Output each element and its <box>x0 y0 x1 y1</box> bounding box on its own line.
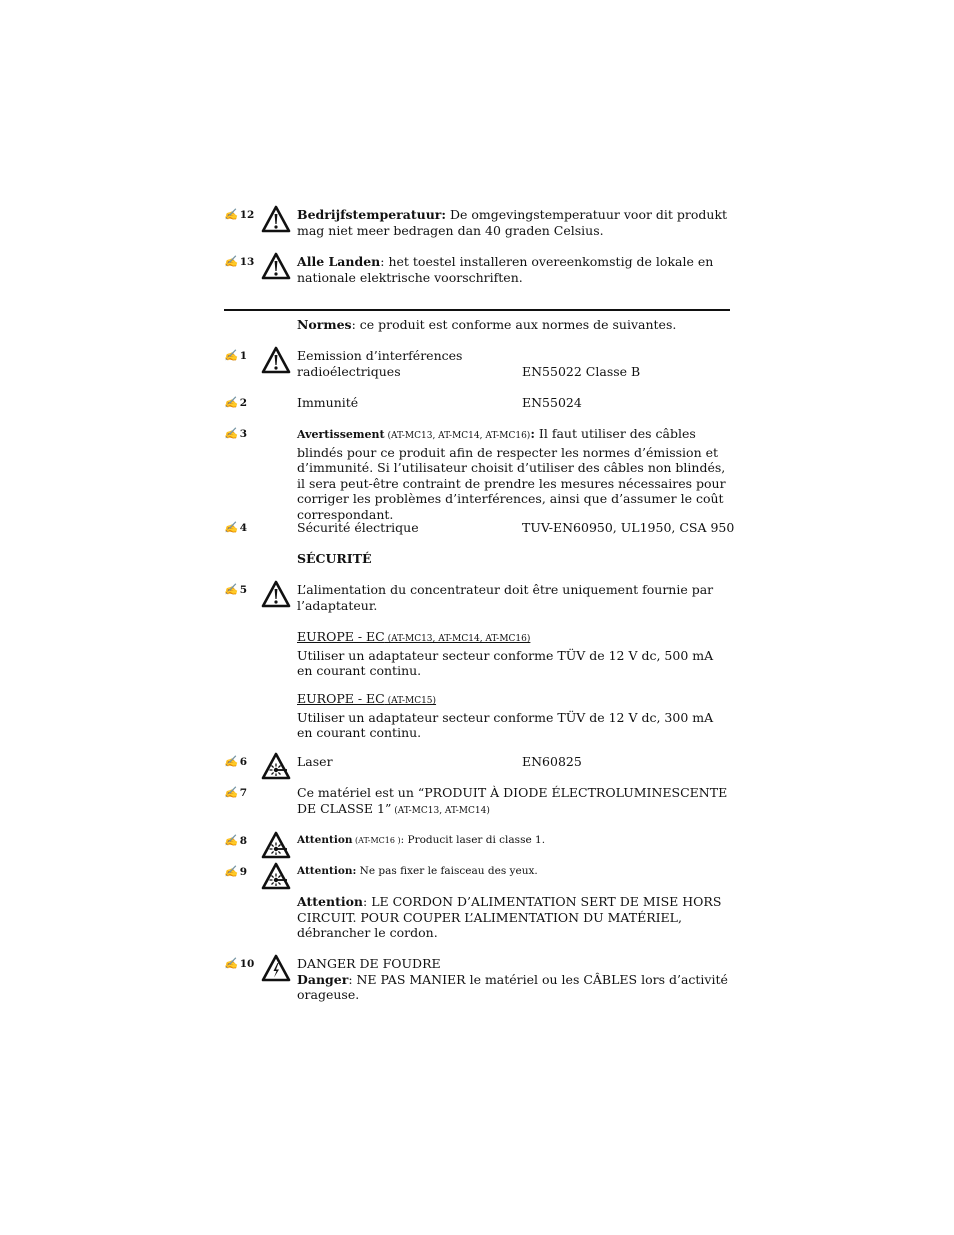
item-line-1: DANGER DE FOUDRE <box>297 956 441 971</box>
item-text <box>297 348 732 379</box>
item-line-2: radioélectriques <box>297 363 401 379</box>
laser-warning-icon <box>261 862 291 890</box>
europe-label: EUROPE - EC <box>297 691 385 706</box>
ref-number: 13 <box>239 256 255 268</box>
standard-value: EN55024 <box>522 395 582 410</box>
europe-models: (AT-MC13, AT-MC14, AT-MC16) <box>384 634 531 644</box>
item-ref <box>224 207 254 224</box>
ref-number: 9 <box>239 866 248 878</box>
europe-label: EUROPE - EC <box>297 629 385 644</box>
item-ref <box>224 785 247 802</box>
standard-value: EN60825 <box>522 754 582 769</box>
pen-icon: ✍ <box>224 755 238 768</box>
pen-icon: ✍ <box>224 521 238 534</box>
item-ref <box>224 520 247 537</box>
item-models: (AT-MC16 ) <box>352 836 401 845</box>
ref-number: 1 <box>239 350 248 362</box>
item-label: Danger <box>297 971 349 987</box>
item-text <box>297 956 732 1003</box>
ref-number: 7 <box>239 787 248 799</box>
pen-icon: ✍ <box>224 349 238 362</box>
normes-body: : ce produit est conforme aux normes de suivantes. <box>351 317 677 332</box>
item-models: (AT-MC13, AT-MC14, AT-MC16) <box>384 431 531 441</box>
item-label: Attention: <box>297 865 357 877</box>
item-label: Attention <box>297 834 353 846</box>
item-ref <box>224 833 247 850</box>
item-label: Bedrijfstemperatuur: <box>297 207 447 222</box>
ref-number: 8 <box>239 835 248 847</box>
item-ref <box>224 754 247 771</box>
europe-heading <box>297 691 732 710</box>
item-text <box>297 207 732 238</box>
ref-number: 12 <box>239 209 255 221</box>
item-text: Sécurité électrique <box>297 520 419 535</box>
item-text: Immunité <box>297 395 359 410</box>
item-ref <box>224 956 254 973</box>
section-divider <box>224 309 730 311</box>
attention-body: : LE CORDON D’ALIMENTATION SERT DE MISE HORS CIRCUIT. POUR COUPER L’ALIMENTATION DU MATÉRIEL, débrancher le cordon. <box>297 894 722 940</box>
item-line-1: Eemission d’interférences <box>297 348 463 363</box>
item-body: : Producit laser di classe 1. <box>400 834 546 846</box>
item-ref <box>224 395 247 412</box>
pen-icon: ✍ <box>224 583 238 596</box>
pen-icon: ✍ <box>224 865 238 878</box>
pen-icon: ✍ <box>224 255 238 268</box>
normes-text <box>297 317 732 333</box>
normes-label: Normes <box>297 317 352 332</box>
item-text <box>297 864 732 880</box>
item-text <box>297 426 732 522</box>
item-label: Alle Landen <box>297 254 381 269</box>
item-ref <box>224 864 247 881</box>
securite-heading: SÉCURITÉ <box>297 551 372 566</box>
europe-text <box>297 691 732 741</box>
attention-cord-text <box>297 894 732 941</box>
pen-icon: ✍ <box>224 786 238 799</box>
laser-warning-icon <box>261 752 291 780</box>
laser-warning-icon <box>261 831 291 859</box>
ref-number: 4 <box>239 522 248 534</box>
item-ref <box>224 582 247 599</box>
ref-number: 3 <box>239 428 248 440</box>
europe-text <box>297 629 732 679</box>
item-colon: : <box>530 426 535 441</box>
pen-icon: ✍ <box>224 427 238 440</box>
item-text <box>297 833 732 849</box>
item-text <box>297 254 732 285</box>
item-body: : NE PAS MANIER le matériel ou les CÂBLES lors d’activité orageuse. <box>297 971 728 1002</box>
item-ref <box>224 426 247 443</box>
item-body: Il faut utiliser des câbles blindés pour ce produit afin de respecter les normes d’émission et d’immunité. Si l’utilisateur choisit d’utiliser des câbles non blindés, il sera peut-être contraint de prendre les mesures nécessaires pour corriger les problèmes d’interférences, ainsi que d’assumer le coût correspondant. <box>297 426 726 522</box>
attention-label: Attention <box>297 894 364 909</box>
item-text <box>297 785 732 819</box>
warning-icon <box>261 580 291 608</box>
pen-icon: ✍ <box>224 396 238 409</box>
warning-icon <box>261 346 291 374</box>
warning-icon <box>261 205 291 233</box>
item-label: Avertissement <box>297 428 385 441</box>
item-models: (AT-MC13, AT-MC14) <box>391 805 490 816</box>
pen-icon: ✍ <box>224 957 238 970</box>
ref-number: 10 <box>239 958 255 970</box>
lightning-warning-icon <box>261 954 291 982</box>
ref-number: 6 <box>239 756 248 768</box>
warning-icon <box>261 252 291 280</box>
pen-icon: ✍ <box>224 834 238 847</box>
europe-heading <box>297 629 732 648</box>
item-body: Ne pas fixer le faisceau des yeux. <box>356 865 538 877</box>
pen-icon: ✍ <box>224 208 238 221</box>
europe-body: Utiliser un adaptateur secteur conforme TÜV de 12 V dc, 500 mA en courant continu. <box>297 647 714 678</box>
item-ref <box>224 348 247 365</box>
item-body: De omgevingstemperatuur voor dit produkt mag niet meer bedragen dan 40 graden Celsius. <box>297 207 728 238</box>
item-text: Laser <box>297 754 333 769</box>
standard-value: EN55022 Classe B <box>522 363 641 379</box>
ref-number: 2 <box>239 397 248 409</box>
item-line-2 <box>297 972 732 1003</box>
europe-body: Utiliser un adaptateur secteur conforme TÜV de 12 V dc, 300 mA en courant continu. <box>297 709 714 740</box>
item-ref <box>224 254 254 271</box>
europe-models: (AT-MC15) <box>384 696 437 706</box>
standard-value: TUV-EN60950, UL1950, CSA 950 <box>522 520 735 535</box>
ref-number: 5 <box>239 584 248 596</box>
item-body: : het toestel installeren overeenkomstig de lokale en nationale elektrische voorschriften. <box>297 254 714 285</box>
item-text: L’alimentation du concentrateur doit être uniquement fournie par l’adaptateur. <box>297 582 714 613</box>
item-body: Ce matériel est un “PRODUIT À DIODE ÉLECTROLUMINESCENTE DE CLASSE 1” <box>297 785 728 816</box>
